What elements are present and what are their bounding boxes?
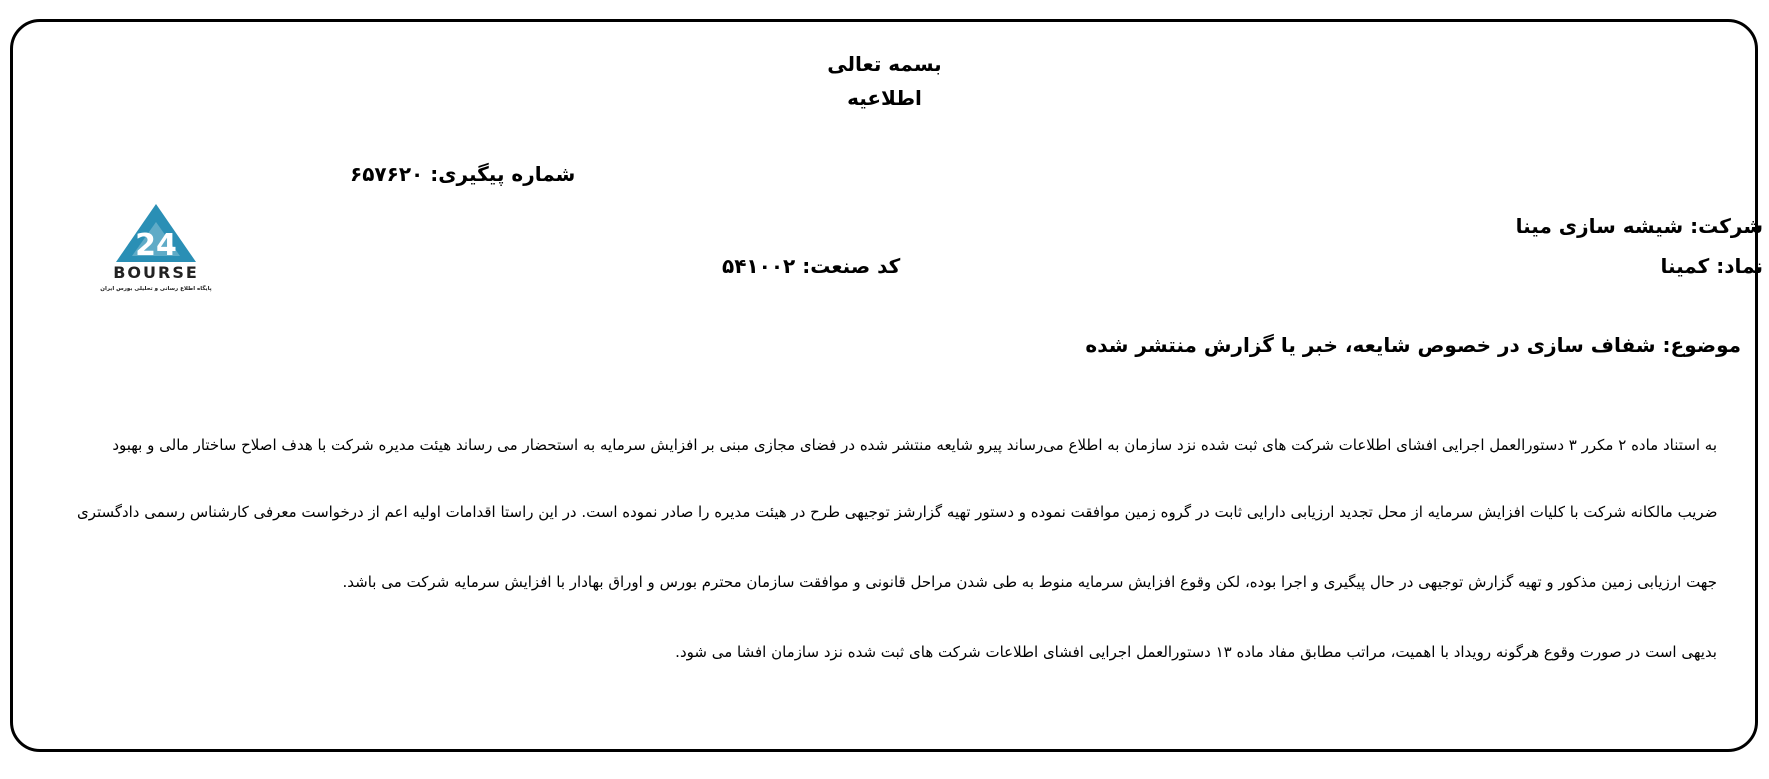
tracking-number	[350, 162, 575, 186]
symbol-label: نماد:	[1716, 254, 1763, 278]
page-title: اطلاعیه	[847, 86, 922, 110]
company-label: شرکت:	[1690, 214, 1763, 238]
tracking-value: ۶۵۷۶۲۰	[350, 162, 424, 186]
logo-caption: پایگاه اطلاع رسانی و تحلیلی بورس ایران	[100, 286, 212, 292]
company-row	[1516, 214, 1763, 238]
industry-code-row	[722, 254, 900, 278]
bourse-logo-icon	[96, 200, 216, 292]
symbol-value: کمینا	[1660, 254, 1710, 278]
body-line-1: به استناد ماده ۲ مکرر ۳ دستورالعمل اجرایی افشای اطلاعات شرکت های ثبت شده نزد سازمان به اطلاع می‌رساند پیرو شایعه منتشر شده در فضای مجازی مبنی بر افزایش سرمایه به استحضار می رساند هیئت مدیره شرکت با هدف اصلاح ساختار مالی و بهبود	[112, 436, 1717, 454]
tracking-label: شماره پیگیری:	[430, 162, 576, 186]
symbol-row	[1660, 254, 1763, 278]
body-line-3: جهت ارزیابی زمین مذکور و تهیه گزارش توجیهی در حال پیگیری و اجرا بوده، لکن وقوع افزایش سرمایه منوط به طی شدن مراحل قانونی و موافقت سازمان محترم بورس و اوراق بهادار با افزایش سرمایه شرکت می باشد.	[342, 573, 1717, 591]
company-name: شیشه سازی مینا	[1515, 214, 1684, 238]
body-line-4: بدیهی است در صورت وقوع هرگونه رویداد با اهمیت، مراتب مطابق مفاد ماده ۱۳ دستورالعمل اجرایی افشای اطلاعات شرکت های ثبت شده نزد سازمان افشا می شود.	[675, 643, 1717, 661]
subject-row	[1085, 333, 1741, 357]
bourse24-logo	[96, 200, 216, 292]
subject-label: موضوع:	[1662, 333, 1741, 357]
industry-code-value: ۵۴۱۰۰۲	[722, 254, 796, 278]
logo-number: 24	[135, 228, 177, 263]
bismillah-heading: بسمه تعالی	[827, 52, 942, 76]
logo-brand: BOURSE	[113, 263, 199, 282]
industry-code-label: کد صنعت:	[802, 254, 901, 278]
body-line-2: ضریب مالکانه شرکت با کلیات افزایش سرمایه از محل تجدید ارزیابی دارایی ثابت در گروه زمین موافقت نموده و دستور تهیه گزارشز توجیهی طرح در هیئت مدیره را صادر نموده است. در این راستا اقدامات اولیه اعم از درخواست معرفی کارشناس رسمی دادگستری	[76, 503, 1717, 521]
subject-value: شفاف سازی در خصوص شایعه، خبر یا گزارش منتشر شده	[1085, 333, 1656, 357]
